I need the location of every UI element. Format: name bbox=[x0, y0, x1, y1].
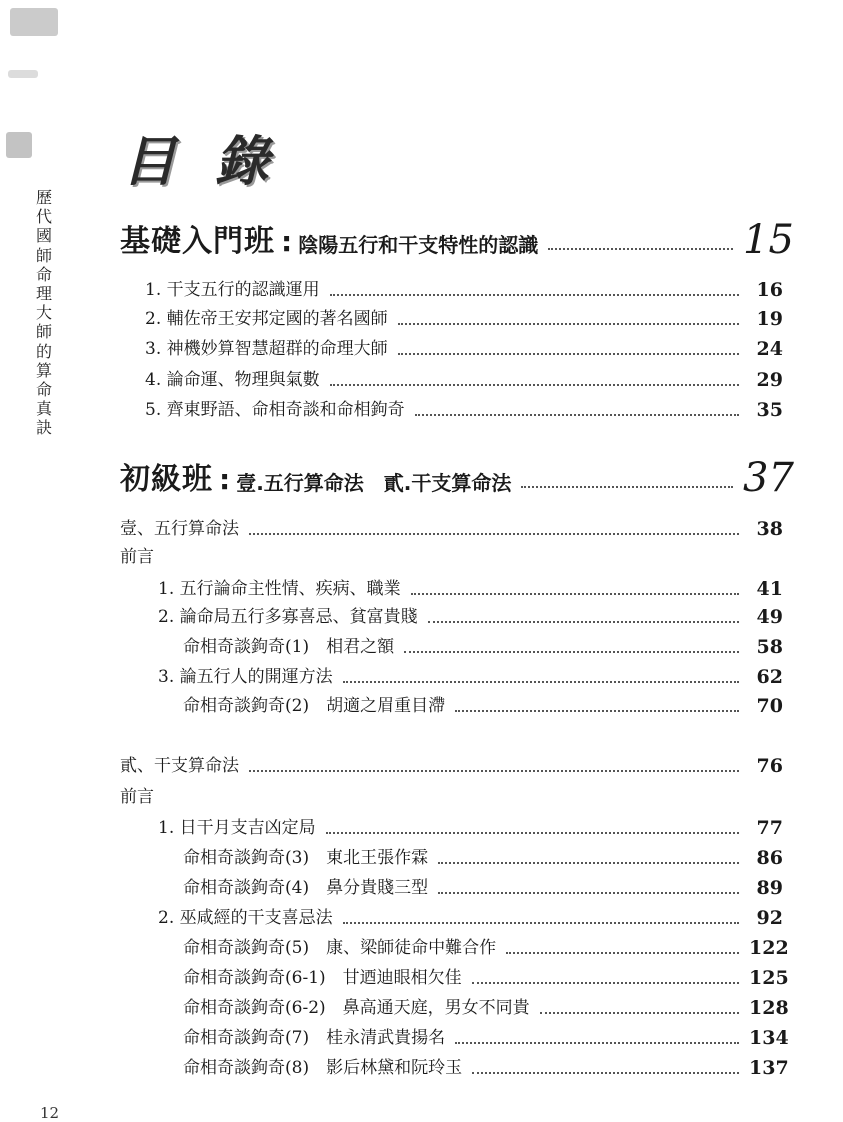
leader-dots bbox=[438, 892, 739, 894]
toc-entry[interactable] bbox=[183, 842, 783, 870]
entry-page: 41 bbox=[756, 578, 783, 600]
leader-dots bbox=[548, 248, 733, 250]
colon: : bbox=[219, 463, 231, 496]
section-subtitle: 陰陽五行和干支特性的認識 bbox=[298, 233, 539, 257]
page-number: 12 bbox=[40, 1104, 60, 1122]
toc-entry[interactable] bbox=[158, 902, 783, 930]
section-heading-basic[interactable] bbox=[120, 214, 794, 263]
entry-page: 76 bbox=[756, 755, 783, 777]
toc-entry[interactable] bbox=[145, 364, 783, 392]
entry-label: 5. 齊東野語、命相奇談和命相鉤奇 bbox=[145, 400, 405, 420]
entry-label: 1. 五行論命主性情、疾病、職業 bbox=[158, 579, 401, 599]
toc-entry[interactable] bbox=[120, 750, 783, 778]
entry-label: 貳、干支算命法 bbox=[120, 756, 239, 776]
leader-dots bbox=[415, 414, 739, 416]
entry-page: 128 bbox=[749, 997, 789, 1019]
leader-dots bbox=[438, 862, 739, 864]
toc-entry[interactable] bbox=[183, 962, 789, 990]
toc-entry[interactable] bbox=[145, 274, 783, 302]
toc-entry[interactable] bbox=[183, 631, 783, 659]
toc-entry[interactable] bbox=[145, 303, 783, 331]
leader-dots bbox=[398, 323, 739, 325]
entry-label: 命相奇談鉤奇(5) 康、梁師徒命中難合作 bbox=[183, 938, 497, 958]
section-title: 初級班 bbox=[120, 462, 213, 497]
leader-dots bbox=[249, 533, 739, 535]
toc-entry[interactable] bbox=[183, 690, 783, 718]
leader-dots bbox=[540, 1012, 739, 1014]
toc-entry[interactable] bbox=[183, 1022, 789, 1050]
entry-label: 3. 神機妙算智慧超群的命理大師 bbox=[145, 339, 388, 359]
entry-label: 命相奇談鉤奇(1) 相君之額 bbox=[183, 637, 395, 657]
entry-label: 命相奇談鉤奇(7) 桂永清武貴揚名 bbox=[183, 1028, 446, 1048]
leader-dots bbox=[343, 922, 739, 924]
leader-dots bbox=[343, 681, 739, 683]
toc-entry[interactable] bbox=[158, 661, 783, 689]
running-head: 歷 代 國 師 命 理 大 師 的 算 命 真 訣 bbox=[35, 188, 52, 438]
toc-entry[interactable] bbox=[145, 394, 783, 422]
section-title: 基礎入門班 bbox=[120, 224, 275, 259]
leader-dots bbox=[472, 1072, 739, 1074]
toc-entry[interactable] bbox=[183, 872, 783, 900]
entry-page: 49 bbox=[756, 606, 783, 628]
entry-label: 1. 干支五行的認識運用 bbox=[145, 280, 320, 300]
entry-label: 命相奇談鉤奇(2) 胡適之眉重目滯 bbox=[183, 696, 446, 716]
entry-page: 70 bbox=[756, 695, 783, 717]
toc-entry[interactable] bbox=[145, 333, 783, 361]
entry-label: 2. 輔佐帝王安邦定國的著名國師 bbox=[145, 309, 388, 329]
entry-page: 137 bbox=[749, 1057, 789, 1079]
subheading-preface[interactable] bbox=[120, 541, 320, 569]
entry-label: 命相奇談鉤奇(3) 東北王張作霖 bbox=[183, 848, 429, 868]
leader-dots bbox=[330, 384, 739, 386]
entry-page: 29 bbox=[756, 369, 783, 391]
entry-page: 58 bbox=[756, 636, 783, 658]
scan-artifact bbox=[10, 8, 58, 36]
section-subtitle: 壹.五行算命法 貳.干支算命法 bbox=[236, 471, 512, 495]
section-page: 37 bbox=[743, 455, 794, 501]
leader-dots bbox=[398, 353, 739, 355]
leader-dots bbox=[428, 621, 739, 623]
toc-entry[interactable] bbox=[183, 992, 789, 1020]
subheading-preface[interactable] bbox=[120, 781, 320, 809]
leader-dots bbox=[326, 832, 739, 834]
entry-label: 命相奇談鉤奇(4) 鼻分貴賤三型 bbox=[183, 878, 429, 898]
entry-page: 92 bbox=[756, 907, 783, 929]
leader-dots bbox=[455, 710, 739, 712]
toc-entry[interactable] bbox=[183, 932, 789, 960]
scan-artifact bbox=[6, 132, 32, 158]
entry-label: 3. 論五行人的開運方法 bbox=[158, 667, 333, 687]
entry-label: 前言 bbox=[120, 547, 154, 567]
entry-label: 1. 日干月支吉凶定局 bbox=[158, 818, 316, 838]
leader-dots bbox=[521, 486, 733, 488]
leader-dots bbox=[506, 952, 739, 954]
entry-page: 24 bbox=[756, 338, 783, 360]
entry-page: 62 bbox=[756, 666, 783, 688]
toc-entry[interactable] bbox=[158, 601, 783, 629]
entry-page: 19 bbox=[756, 308, 783, 330]
entry-page: 125 bbox=[749, 967, 789, 989]
entry-label: 2. 論命局五行多寡喜忌、貧富貴賤 bbox=[158, 607, 418, 627]
entry-label: 命相奇談鉤奇(6-1) 甘迺迪眼相欠佳 bbox=[183, 968, 462, 988]
toc-entry[interactable] bbox=[120, 513, 783, 541]
section-heading-beginner[interactable] bbox=[120, 452, 794, 501]
toc-entry[interactable] bbox=[158, 812, 783, 840]
scan-artifact bbox=[8, 70, 38, 78]
leader-dots bbox=[249, 770, 739, 772]
entry-page: 38 bbox=[756, 518, 783, 540]
entry-page: 122 bbox=[749, 937, 789, 959]
leader-dots bbox=[404, 651, 739, 653]
toc-title: 目 錄 bbox=[122, 129, 279, 193]
entry-label: 前言 bbox=[120, 787, 154, 807]
colon: : bbox=[281, 225, 293, 258]
leader-dots bbox=[455, 1042, 739, 1044]
entry-label: 命相奇談鉤奇(6-2) 鼻高通天庭，男女不同貴 bbox=[183, 998, 530, 1018]
toc-entry[interactable] bbox=[183, 1052, 789, 1080]
entry-page: 77 bbox=[756, 817, 783, 839]
entry-label: 2. 巫咸經的干支喜忌法 bbox=[158, 908, 333, 928]
entry-page: 134 bbox=[749, 1027, 789, 1049]
entry-page: 86 bbox=[756, 847, 783, 869]
section-page: 15 bbox=[743, 217, 794, 263]
entry-label: 4. 論命運、物理與氣數 bbox=[145, 370, 320, 390]
leader-dots bbox=[411, 593, 739, 595]
entry-page: 35 bbox=[756, 399, 783, 421]
entry-page: 16 bbox=[756, 279, 783, 301]
leader-dots bbox=[330, 294, 739, 296]
entry-label: 命相奇談鉤奇(8) 影后林黛和阮玲玉 bbox=[183, 1058, 463, 1078]
entry-page: 89 bbox=[756, 877, 783, 899]
toc-entry[interactable] bbox=[158, 573, 783, 601]
entry-label: 壹、五行算命法 bbox=[120, 519, 239, 539]
leader-dots bbox=[472, 982, 739, 984]
